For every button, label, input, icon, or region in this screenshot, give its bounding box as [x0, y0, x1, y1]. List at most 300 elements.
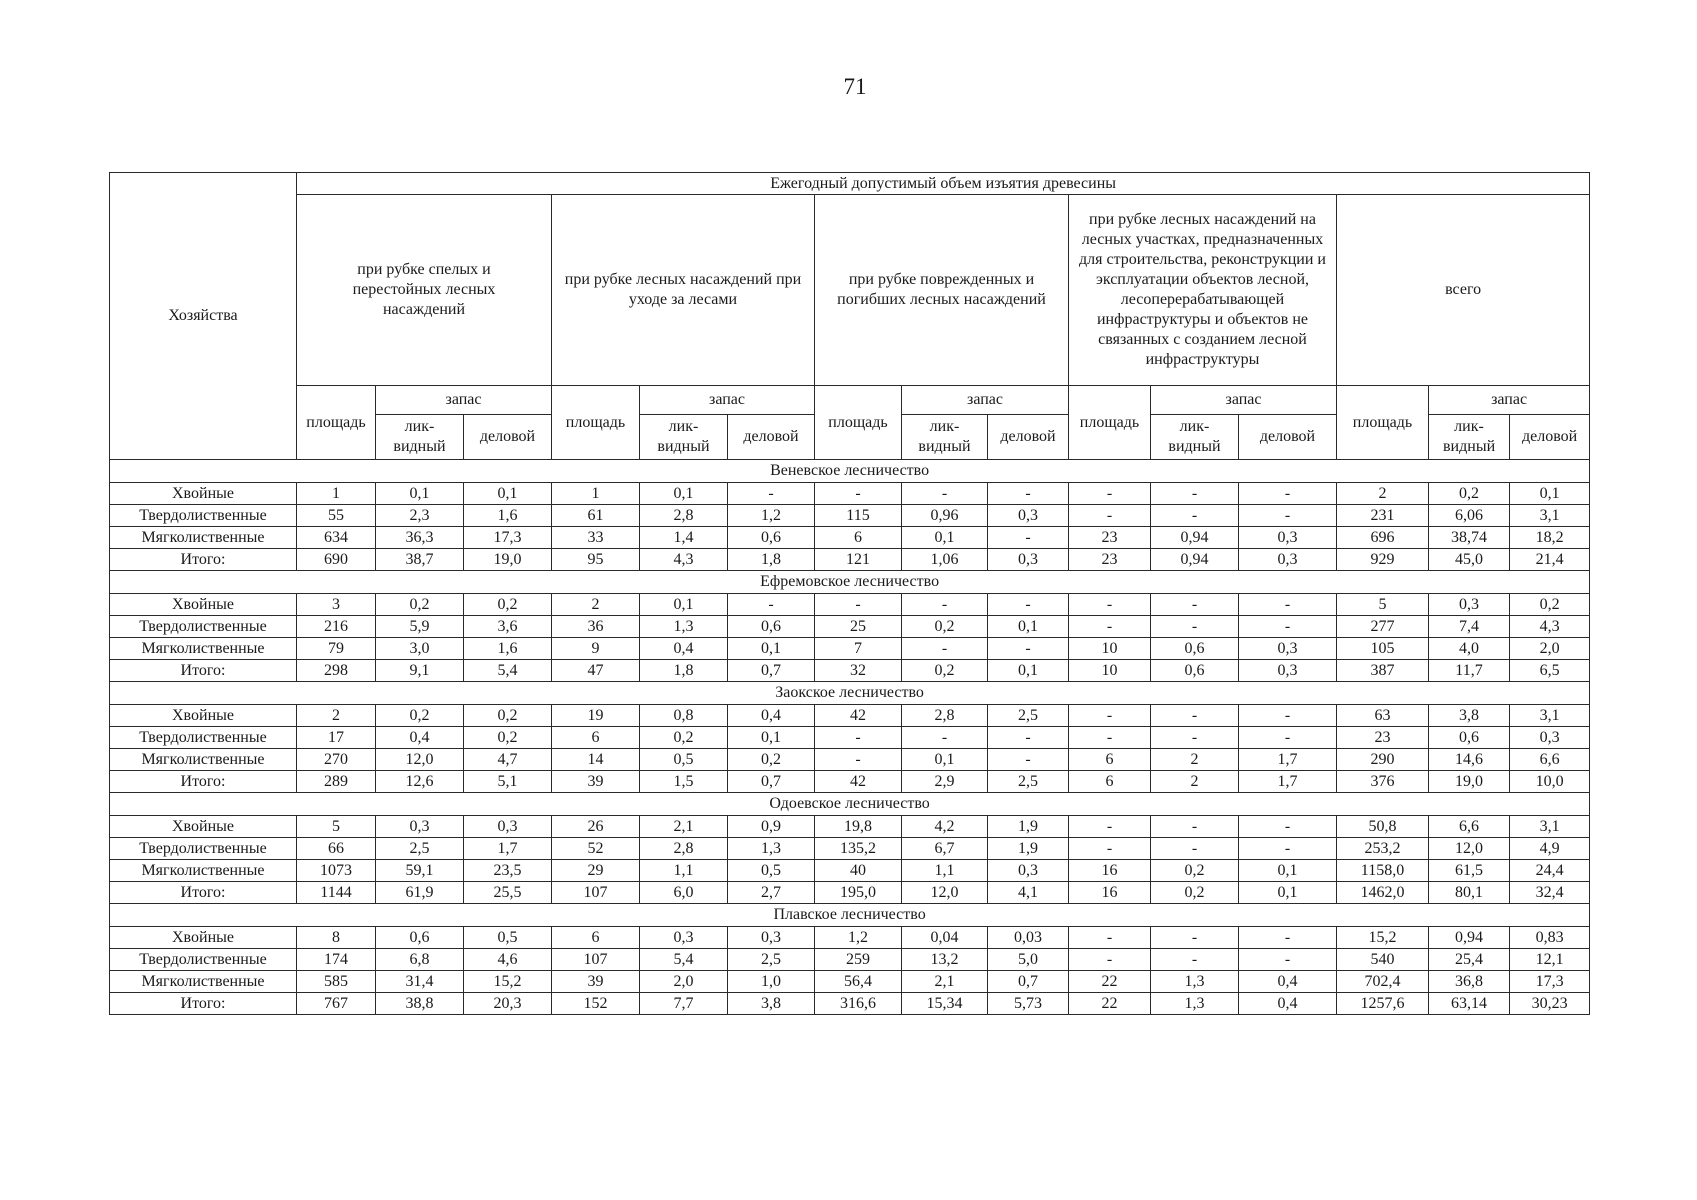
table-cell: - [1069, 483, 1151, 505]
table-cell: 2,8 [640, 838, 728, 860]
table-cell: 0,2 [464, 594, 552, 616]
table-cell: 32,4 [1510, 882, 1590, 904]
table-cell: 19,0 [464, 549, 552, 571]
table-cell: 5,4 [640, 949, 728, 971]
table-cell: 1,3 [640, 616, 728, 638]
table-cell: 12,0 [376, 749, 464, 771]
table-cell: 33 [552, 527, 640, 549]
table-cell: 6 [1069, 749, 1151, 771]
table-cell: 1257,6 [1337, 993, 1429, 1015]
table-cell: 0,2 [1151, 882, 1239, 904]
table-cell: 12,6 [376, 771, 464, 793]
table-cell: 2,8 [902, 705, 988, 727]
table-cell: 9,1 [376, 660, 464, 682]
group-damaged-header: при рубке поврежденных и погибших лесных насаждений [815, 195, 1069, 386]
table-cell: 1,1 [640, 860, 728, 882]
table-cell: 1,6 [464, 505, 552, 527]
table-cell: - [1151, 727, 1239, 749]
table-body [110, 460, 1590, 1015]
total-row [110, 771, 1590, 793]
table-cell: 2 [1151, 771, 1239, 793]
table-cell: 19 [552, 705, 640, 727]
table-cell: 36,3 [376, 527, 464, 549]
table-cell: 121 [815, 549, 902, 571]
table-cell: 20,3 [464, 993, 552, 1015]
table-cell: - [1239, 949, 1337, 971]
table-cell: - [902, 638, 988, 660]
table-cell: 152 [552, 993, 640, 1015]
table-cell: 56,4 [815, 971, 902, 993]
table-cell: 50,8 [1337, 816, 1429, 838]
table-cell: 1,7 [464, 838, 552, 860]
table-cell: 1158,0 [1337, 860, 1429, 882]
table-cell: 2 [552, 594, 640, 616]
table-cell: - [1069, 727, 1151, 749]
table-row [110, 971, 1590, 993]
table-cell: 16 [1069, 860, 1151, 882]
table-cell: 2,0 [640, 971, 728, 993]
table-cell: 29 [552, 860, 640, 882]
table-cell: 0,3 [728, 927, 815, 949]
table-cell: 6,8 [376, 949, 464, 971]
table-cell: - [988, 483, 1069, 505]
table-cell: - [1239, 838, 1337, 860]
table-cell: 4,0 [1429, 638, 1510, 660]
table-cell: 0,3 [988, 549, 1069, 571]
table-cell: 107 [552, 949, 640, 971]
table-cell: - [1239, 616, 1337, 638]
table-cell: 0,4 [1239, 993, 1337, 1015]
table-cell: 0,1 [988, 660, 1069, 682]
table-cell: 1462,0 [1337, 882, 1429, 904]
table-cell: 3,8 [728, 993, 815, 1015]
table-cell: 0,3 [1239, 549, 1337, 571]
table-row [110, 616, 1590, 638]
table-cell: 376 [1337, 771, 1429, 793]
table-cell: - [1069, 838, 1151, 860]
table-cell: 6 [1069, 771, 1151, 793]
table-cell: - [1151, 483, 1239, 505]
table-cell: 1,0 [728, 971, 815, 993]
table-cell: - [815, 749, 902, 771]
table-cell: 6 [815, 527, 902, 549]
table-cell: 1 [297, 483, 376, 505]
table-cell: 36,8 [1429, 971, 1510, 993]
table-cell: 0,6 [1151, 660, 1239, 682]
table-cell: 23,5 [464, 860, 552, 882]
table-cell: 16 [1069, 882, 1151, 904]
table-cell: - [1239, 816, 1337, 838]
table-cell: 38,74 [1429, 527, 1510, 549]
table-cell: 1,8 [728, 549, 815, 571]
table-cell: 0,7 [988, 971, 1069, 993]
table-cell: 5 [1337, 594, 1429, 616]
table-cell: 14,6 [1429, 749, 1510, 771]
table-cell: 55 [297, 505, 376, 527]
table-cell: 0,6 [728, 527, 815, 549]
table-cell: - [1239, 927, 1337, 949]
total-row [110, 549, 1590, 571]
table-cell: 0,6 [376, 927, 464, 949]
table-cell: 195,0 [815, 882, 902, 904]
section-row [110, 460, 1590, 483]
table-cell: - [1151, 838, 1239, 860]
table-header [110, 173, 1590, 460]
table-cell: 2,0 [1510, 638, 1590, 660]
table-cell: - [728, 483, 815, 505]
table-cell: 3,1 [1510, 816, 1590, 838]
table-cell: 5,73 [988, 993, 1069, 1015]
table-cell: 0,1 [640, 483, 728, 505]
table-cell: 4,9 [1510, 838, 1590, 860]
table-cell: 540 [1337, 949, 1429, 971]
table-cell: 39 [552, 971, 640, 993]
table-cell: 0,5 [640, 749, 728, 771]
table-cell: 0,3 [464, 816, 552, 838]
table-cell: 3,1 [1510, 705, 1590, 727]
table-cell: 47 [552, 660, 640, 682]
area-header: площадь [297, 386, 376, 460]
table-cell: 61,5 [1429, 860, 1510, 882]
table-cell: 0,8 [640, 705, 728, 727]
business-header: деловой [1510, 415, 1590, 460]
business-header: деловой [1239, 415, 1337, 460]
table-cell: 13,2 [902, 949, 988, 971]
table-cell: 6,6 [1510, 749, 1590, 771]
table-cell: 316,6 [815, 993, 902, 1015]
stock-header: запас [376, 386, 552, 415]
table-cell: 61 [552, 505, 640, 527]
table-cell: 0,2 [1429, 483, 1510, 505]
table-cell: 15,2 [464, 971, 552, 993]
table-cell: 0,7 [728, 771, 815, 793]
table-cell: 0,6 [1151, 638, 1239, 660]
table-cell: 9 [552, 638, 640, 660]
table-cell: 18,2 [1510, 527, 1590, 549]
table-cell: - [1239, 594, 1337, 616]
table-cell: 634 [297, 527, 376, 549]
table-cell: 61,9 [376, 882, 464, 904]
table-cell: 19,0 [1429, 771, 1510, 793]
table-cell: 0,2 [728, 749, 815, 771]
table-cell: 0,2 [640, 727, 728, 749]
table-cell: - [1151, 616, 1239, 638]
table-cell: 0,94 [1151, 527, 1239, 549]
table-cell: 45,0 [1429, 549, 1510, 571]
row-label: Итого: [110, 882, 297, 904]
timber-harvest-table [109, 172, 1590, 1015]
liquid-header: лик-видный [902, 415, 988, 460]
table-cell: 0,2 [902, 616, 988, 638]
table-cell: 23 [1069, 527, 1151, 549]
row-label: Итого: [110, 771, 297, 793]
row-label: Мягколиственные [110, 860, 297, 882]
table-cell: 0,1 [902, 749, 988, 771]
table-cell: 5,4 [464, 660, 552, 682]
table-cell: - [1069, 816, 1151, 838]
table-cell: 22 [1069, 993, 1151, 1015]
table-cell: 135,2 [815, 838, 902, 860]
table-cell: 1,2 [815, 927, 902, 949]
table-cell: 7,7 [640, 993, 728, 1015]
table-cell: 0,2 [464, 727, 552, 749]
table-cell: - [1239, 505, 1337, 527]
table-cell: 4,3 [640, 549, 728, 571]
table-cell: - [1239, 727, 1337, 749]
table-cell: 0,96 [902, 505, 988, 527]
table-cell: - [988, 749, 1069, 771]
liquid-header: лик-видный [1429, 415, 1510, 460]
table-cell: 0,1 [640, 594, 728, 616]
total-row [110, 882, 1590, 904]
table-cell: 11,7 [1429, 660, 1510, 682]
section-row [110, 793, 1590, 816]
table-cell: 1,4 [640, 527, 728, 549]
table-cell: 0,2 [376, 594, 464, 616]
table-cell: 0,7 [728, 660, 815, 682]
table-cell: 39 [552, 771, 640, 793]
table-cell: 0,03 [988, 927, 1069, 949]
table-cell: 4,1 [988, 882, 1069, 904]
row-label: Мягколиственные [110, 527, 297, 549]
table-cell: 0,3 [640, 927, 728, 949]
table-cell: - [988, 638, 1069, 660]
stock-header: запас [640, 386, 815, 415]
liquid-header: лик-видный [640, 415, 728, 460]
table-cell: 7 [815, 638, 902, 660]
table-cell: 702,4 [1337, 971, 1429, 993]
table-cell: 0,3 [1510, 727, 1590, 749]
group-mature-header: при рубке спелых и перестойных лесных насаждений [297, 195, 552, 386]
table-cell: 6 [552, 727, 640, 749]
table-row [110, 638, 1590, 660]
table-cell: 0,6 [728, 616, 815, 638]
row-label: Хвойные [110, 816, 297, 838]
table-cell: - [1151, 949, 1239, 971]
table-cell: 1,7 [1239, 749, 1337, 771]
row-label: Твердолиственные [110, 727, 297, 749]
table-cell: 6,6 [1429, 816, 1510, 838]
table-cell: 59,1 [376, 860, 464, 882]
table-cell: - [815, 594, 902, 616]
table-cell: 10,0 [1510, 771, 1590, 793]
table-cell: 1,5 [640, 771, 728, 793]
table-cell: 0,1 [728, 638, 815, 660]
table-cell: 5,0 [988, 949, 1069, 971]
table-cell: 3,1 [1510, 505, 1590, 527]
table-cell: 0,3 [988, 860, 1069, 882]
table-cell: 19,8 [815, 816, 902, 838]
table-cell: 5,1 [464, 771, 552, 793]
table-cell: 4,6 [464, 949, 552, 971]
table-cell: 115 [815, 505, 902, 527]
group-total-header: всего [1337, 195, 1590, 386]
table-cell: 216 [297, 616, 376, 638]
table-cell: 80,1 [1429, 882, 1510, 904]
table-cell: - [1069, 505, 1151, 527]
table-cell: 0,1 [1239, 882, 1337, 904]
table-cell: 4,3 [1510, 616, 1590, 638]
table-cell: 767 [297, 993, 376, 1015]
section-title: Одоевское лесничество [110, 793, 1590, 816]
total-row [110, 993, 1590, 1015]
table-cell: 2 [297, 705, 376, 727]
table-cell: 21,4 [1510, 549, 1590, 571]
table-cell: 63 [1337, 705, 1429, 727]
table-cell: 0,3 [1239, 660, 1337, 682]
table-cell: 0,1 [1510, 483, 1590, 505]
table-cell: 0,2 [902, 660, 988, 682]
table-cell: - [902, 483, 988, 505]
table-cell: 23 [1069, 549, 1151, 571]
table-cell: 10 [1069, 638, 1151, 660]
table-row [110, 927, 1590, 949]
table-cell: 15,34 [902, 993, 988, 1015]
table-cell: 1,8 [640, 660, 728, 682]
table-cell: 585 [297, 971, 376, 993]
table-row [110, 860, 1590, 882]
table-cell: 1,9 [988, 838, 1069, 860]
table-cell: 66 [297, 838, 376, 860]
table-cell: 52 [552, 838, 640, 860]
section-row [110, 571, 1590, 594]
table-cell: 24,4 [1510, 860, 1590, 882]
table-cell: 0,5 [464, 927, 552, 949]
table-cell: 14 [552, 749, 640, 771]
section-row [110, 904, 1590, 927]
table-cell: 25 [815, 616, 902, 638]
section-title: Ефремовское лесничество [110, 571, 1590, 594]
table-cell: 0,1 [1239, 860, 1337, 882]
table-cell: 2 [1151, 749, 1239, 771]
table-cell: 2,5 [376, 838, 464, 860]
liquid-header: лик-видный [376, 415, 464, 460]
table-cell: - [1151, 594, 1239, 616]
farms-header: Хозяйства [110, 173, 297, 460]
table-cell: 277 [1337, 616, 1429, 638]
table-cell: 690 [297, 549, 376, 571]
row-label: Твердолиственные [110, 505, 297, 527]
row-label: Хвойные [110, 705, 297, 727]
section-title: Заокское лесничество [110, 682, 1590, 705]
table-cell: 0,9 [728, 816, 815, 838]
table-cell: 0,4 [640, 638, 728, 660]
area-header: площадь [1337, 386, 1429, 460]
table-cell: - [988, 594, 1069, 616]
table-cell: 95 [552, 549, 640, 571]
table-cell: 10 [1069, 660, 1151, 682]
table-cell: 63,14 [1429, 993, 1510, 1015]
table-cell: 2 [1337, 483, 1429, 505]
table-cell: 2,9 [902, 771, 988, 793]
table-cell: - [1239, 705, 1337, 727]
stock-header: запас [1429, 386, 1590, 415]
table-cell: - [1069, 616, 1151, 638]
row-label: Твердолиственные [110, 949, 297, 971]
table-cell: 0,1 [464, 483, 552, 505]
area-header: площадь [552, 386, 640, 460]
table-cell: 387 [1337, 660, 1429, 682]
table-cell: 0,1 [376, 483, 464, 505]
table-cell: - [1069, 594, 1151, 616]
table-cell: 1,3 [1151, 971, 1239, 993]
row-label: Итого: [110, 660, 297, 682]
table-cell: 42 [815, 771, 902, 793]
table-cell: 79 [297, 638, 376, 660]
table-cell: 0,2 [376, 705, 464, 727]
table-cell: 1073 [297, 860, 376, 882]
table-cell: 23 [1337, 727, 1429, 749]
table-cell: 105 [1337, 638, 1429, 660]
table-cell: 0,2 [464, 705, 552, 727]
table-cell: 0,2 [1510, 594, 1590, 616]
table-row [110, 816, 1590, 838]
table-cell: 290 [1337, 749, 1429, 771]
section-row [110, 682, 1590, 705]
stock-header: запас [902, 386, 1069, 415]
table-cell: 12,1 [1510, 949, 1590, 971]
table-cell: 25,4 [1429, 949, 1510, 971]
table-cell: 0,3 [1429, 594, 1510, 616]
table-cell: 38,7 [376, 549, 464, 571]
table-cell: 5 [297, 816, 376, 838]
business-header: деловой [728, 415, 815, 460]
table-row [110, 527, 1590, 549]
table-cell: 25,5 [464, 882, 552, 904]
table-cell: 6 [552, 927, 640, 949]
table-cell: 2,7 [728, 882, 815, 904]
table-cell: 3 [297, 594, 376, 616]
table-cell: 32 [815, 660, 902, 682]
table-cell: 0,1 [728, 727, 815, 749]
table-cell: 5,9 [376, 616, 464, 638]
table-cell: - [1239, 483, 1337, 505]
table-cell: 1,7 [1239, 771, 1337, 793]
table-cell: - [815, 727, 902, 749]
table-cell: 0,5 [728, 860, 815, 882]
table-cell: 1,1 [902, 860, 988, 882]
table-cell: 0,94 [1151, 549, 1239, 571]
table-cell: 259 [815, 949, 902, 971]
table-cell: 12,0 [1429, 838, 1510, 860]
stock-header: запас [1151, 386, 1337, 415]
table-cell: 0,3 [1239, 638, 1337, 660]
table-row [110, 727, 1590, 749]
business-header: деловой [464, 415, 552, 460]
table-cell: 298 [297, 660, 376, 682]
liquid-header: лик-видный [1151, 415, 1239, 460]
table-cell: - [1151, 816, 1239, 838]
table-row [110, 749, 1590, 771]
table-cell: 26 [552, 816, 640, 838]
row-label: Хвойные [110, 927, 297, 949]
table-cell: 0,4 [376, 727, 464, 749]
table-cell: - [1151, 505, 1239, 527]
table-row [110, 483, 1590, 505]
table-cell: 17,3 [464, 527, 552, 549]
table-cell: 0,3 [376, 816, 464, 838]
table-cell: 696 [1337, 527, 1429, 549]
table-row [110, 505, 1590, 527]
table-cell: 2,5 [988, 771, 1069, 793]
group-construction-header: при рубке лесных насаждений на лесных участках, предназначенных для строительства, реконструкции и эксплуатации объектов лесной, лесоперерабатывающей инфраструктуры и объектов не связанных с созданием лесной инфраструктуры [1069, 195, 1337, 386]
table-cell: 2,5 [988, 705, 1069, 727]
row-label: Мягколиственные [110, 971, 297, 993]
table-cell: 0,83 [1510, 927, 1590, 949]
table-cell: 6,7 [902, 838, 988, 860]
table-cell: - [902, 727, 988, 749]
table-cell: 2,3 [376, 505, 464, 527]
